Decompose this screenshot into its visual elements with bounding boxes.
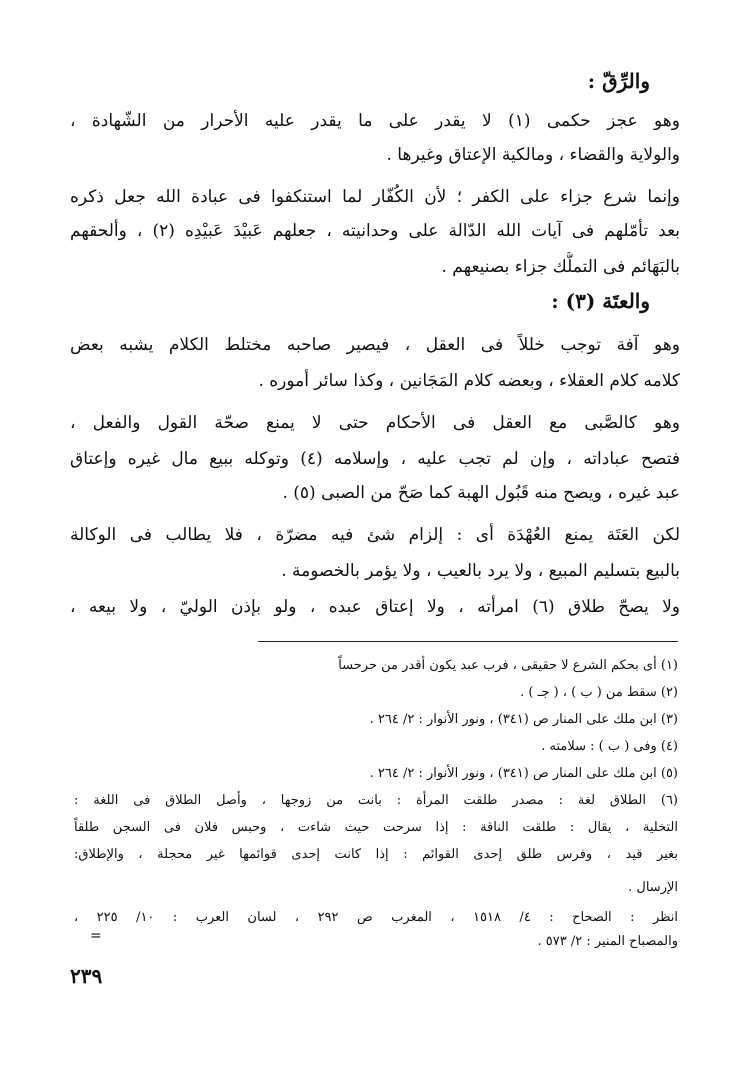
body-line: والولاية والقضاء ، ومالكية الإعتاق وغيرها . xyxy=(386,145,680,165)
body-line: بالبَهَائم فى التملُّك جزاء بصنيعهم . xyxy=(441,257,680,277)
body-line: وهو آفة توجب خللاً فى العقل ، فيصير صاحبه مختلط الكلام يشبه بعض xyxy=(70,335,680,355)
footnote: (٤) وفى ( ب ) : سلامته . xyxy=(541,739,678,754)
body-line: ولا يصحّ طلاق (٦) امرأته ، ولا إعتاق عبده ، ولو بإذن الوليّ ، ولا بيعه ، xyxy=(70,597,680,617)
footnote: (٢) سقط من ( ب ) ، ( جـ ) . xyxy=(520,685,678,700)
footnote: (٣) ابن ملك على المنار ص (٣٤١) ، ونور الأنوار : ٢/ ٢٦٤ . xyxy=(369,712,678,727)
footnote: (٦) الطلاق لغة : مصدر طلقت المرأة : بانت من زوجها ، وأصل الطلاق فى اللغة : xyxy=(74,793,678,808)
section-heading-atah: والعتَة (٣) : xyxy=(551,289,650,313)
body-line: وهو عجز حكمى (١) لا يقدر على ما يقدر عليه الأحرار من الشّهادة ، xyxy=(70,111,680,131)
body-line: عبد غيره ، ويصح منه قَبُول الهبة كما صَحّ من الصبى (٥) . xyxy=(282,483,680,503)
footnote: الإرسال . xyxy=(628,880,678,895)
body-line: بالبيع بتسليم المبيع ، ولا يرد بالعيب ، ولا يؤمر بالخصومة . xyxy=(281,561,680,581)
body-line: فتصح عباداته ، وإن لم تجب عليه ، وإسلامه (٤) وتوكله ببيع مال غيره وإعتاق xyxy=(70,449,680,469)
footnote: التخلية ، يقال : طلقت الناقة : إذا سرحت حيث شاءت ، وحبس فلان فى السجن طلقاً xyxy=(74,820,678,835)
section-heading-riqq: والرِّقّ : xyxy=(587,69,650,93)
footnote: والمصباح المنير : ٢/ ٥٧٣ . xyxy=(537,934,678,949)
body-line: كلامه كلام العقلاء ، وبعضه كلام المَجَانين ، وكذا سائر أموره . xyxy=(258,371,680,391)
footnote: بغير قيد ، وفرس طلق إحدى القوائم : إذا كانت إحدى قوائمها غير محجلة ، والإطلاق: xyxy=(74,847,678,862)
body-line: وهو كالصَّبى مع العقل فى الأحكام حتى لا يمنع صحّة القول والفعل ، xyxy=(70,413,680,433)
body-line: لكن العَتَة يمنع العُهْدَة أى : إلزام شئ فيه مضرّة ، فلا يطالب فى الوكالة xyxy=(70,525,680,545)
body-line: بعد تأمّلهم فى آيات الله الدّالة على وحدانيته ، جعلهم عَبيْدَ عَبيْدِه (٢) ، وألحقهم xyxy=(70,221,680,241)
page-number: ٢٣٩ xyxy=(70,964,103,988)
footnote: (١) أى بحكم الشرع لا حقيقى ، فرب عبد يكون أقدر من حرحساً xyxy=(338,658,678,673)
footnote-divider xyxy=(258,641,678,642)
footnote: انظر : الصحاح : ٤/ ١٥١٨ ، المغرب ص ٢٩٢ ، لسان العرب : ١٠/ ٢٢٥ ، xyxy=(74,910,678,925)
footnote: (٥) ابن ملك على المنار ص (٣٤١) ، ونور الأنوار : ٢/ ٢٦٤ . xyxy=(369,766,678,781)
continuation-mark: = xyxy=(90,928,102,944)
body-line: وإنما شرع جزاء على الكفر ؛ لأن الكُفّار لما استنكفوا فى عبادة الله جعل ذكره xyxy=(70,187,680,207)
